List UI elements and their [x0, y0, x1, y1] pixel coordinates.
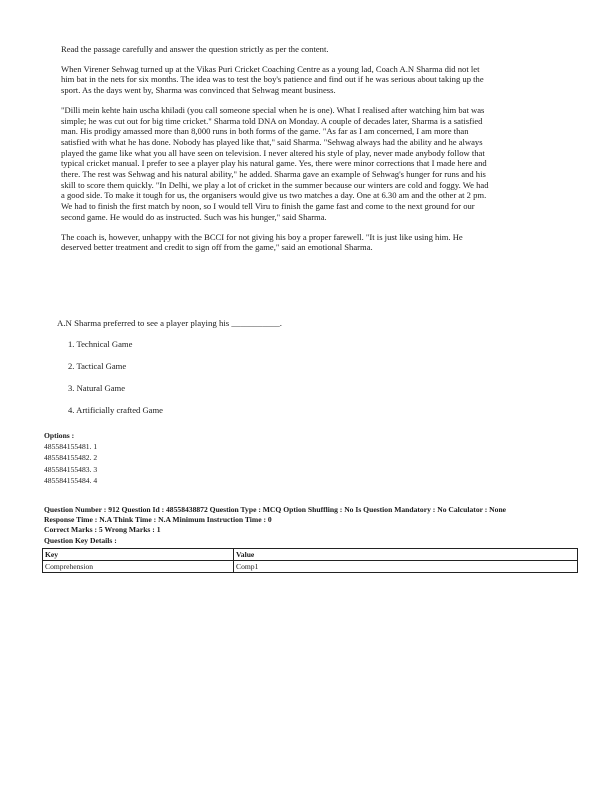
table-row: [43, 561, 578, 573]
key-cell: Comprehension: [43, 561, 234, 573]
passage-paragraph: "Dilli mein kehte hain uscha khiladi (you call someone special when he is one). What I realised after watching him bat was simple; he was cut out for big time cricket." Sharma told DNA on Monday. A couple of decades later, Sharma is a satisfied man. His prodigy amassed more than 8,000 runs in both forms of the game. "As far as I am concerned, I am more than satisfied with what he has done. Nobody has played like that," said Sharma. "Sehwag always had the ability and he always played the game like what you all have seen on television. I never altered his style of play, never made anybody follow that typical cricket manual. I prefer to see a player play his natural game. Yes, there were minor corrections that I made here and there. The rest was Sehwag and his natural ability," he added. Sharma gave an example of Sehwag's hunger for runs and his skill to score them quickly. "In Delhi, we play a lot of cricket in the summer because our winters are cold and foggy. We had a good side. To make it tough for us, the organisers would give us two matches a day. One at 6.30 am and the other at 2 pm. We had to finish the first match by noon, so I would tell Viru to finish the game fast and come to the next ground for our second game. He would do as instructed. Such was his hunger," said Sharma.: [61, 104, 489, 222]
answer-choice: 1. Technical Game: [68, 339, 133, 349]
answer-choice: 3. Natural Game: [68, 383, 126, 393]
options-list: [44, 430, 97, 486]
table-header-row: [43, 549, 578, 561]
question-text: A.N Sharma preferred to see a player playing his ___________.: [57, 318, 282, 328]
option-id: 485584155484. 4: [44, 475, 98, 485]
question-metadata: [44, 505, 584, 546]
metadata-line: Correct Marks : 5 Wrong Marks : 1: [44, 525, 161, 535]
passage-paragraph: When Virener Sehwag turned up at the Vikas Puri Cricket Coaching Centre as a young lad, Coach A.N Sharma did not let him bat in the nets for six months. The idea was to test the boy's patience and find out if he was serious about taking up the sport. As the days went by, Sharma was convinced that Sehwag meant business.: [61, 63, 484, 96]
option-id: 485584155481. 1: [44, 442, 98, 452]
value-column-header: Value: [234, 549, 578, 561]
passage-paragraph: The coach is, however, unhappy with the BCCI for not giving his boy a proper farewell. "It is just like using him. He deserved better treatment and credit to sign off from the game," said an emotional Sharma.: [61, 231, 463, 253]
options-header: Options :: [44, 431, 75, 440]
metadata-line: Question Number : 912 Question Id : 48558438872 Question Type : MCQ Option Shuffling : No Is Question Mandatory : No Calculator : None: [44, 505, 507, 514]
metadata-line: Question Key Details :: [44, 535, 117, 545]
question-key-table: [42, 548, 578, 573]
answer-choices: [68, 339, 163, 427]
passage: [61, 44, 493, 262]
metadata-line: Response Time : N.A Think Time : N.A Minimum Instruction Time : 0: [44, 515, 272, 525]
answer-choice: 4. Artificially crafted Game: [68, 405, 163, 415]
answer-choice: 2. Tactical Game: [68, 361, 127, 371]
key-column-header: Key: [43, 549, 234, 561]
passage-instruction: Read the passage carefully and answer the question strictly as per the content.: [61, 44, 329, 54]
option-id: 485584155482. 2: [44, 453, 98, 463]
option-id: 485584155483. 3: [44, 464, 98, 474]
value-cell: Comp1: [234, 561, 578, 573]
